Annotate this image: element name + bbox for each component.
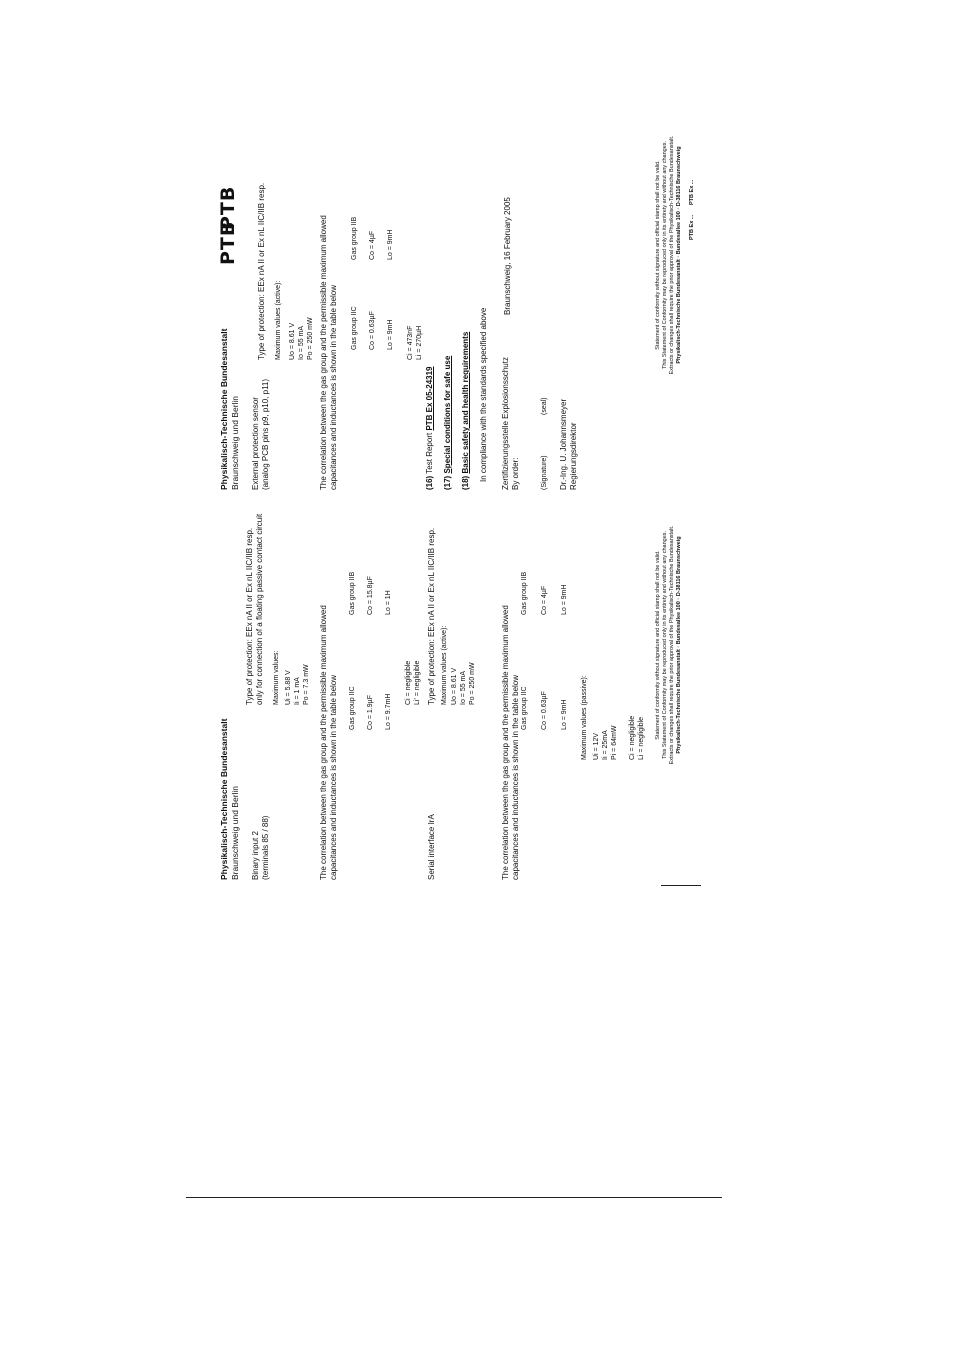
right-table-h1: Gas group IIC — [351, 306, 358, 350]
right-table-h2: Gas group IIB — [351, 216, 358, 260]
left-table2-c2: Co = 4µF — [541, 585, 548, 615]
right-section-17: (17) Special conditions for safe use — [443, 355, 452, 490]
right-zert-label: Zertifizierungsstelle Explosionsschutz By order: — [501, 357, 520, 490]
left-passive-values: Ui = 12V Ii = 25mA Pi = 64mW — [593, 725, 618, 760]
left-passive-title: Maximum values (passive): — [581, 675, 588, 760]
left-table2-h1: Gas group IIC — [521, 686, 528, 730]
left-max-title: Maximum values: — [273, 650, 280, 705]
left-org-city: Braunschweig und Berlin — [230, 785, 240, 880]
left-binary-input-label: Binary input 2 (terminals 85 / 88) — [251, 815, 270, 880]
left-table-h2: Gas group IIB — [349, 571, 356, 615]
left-table-c2: Co = 15.8µF — [367, 576, 374, 615]
left-table2-l2: Lo = 9mH — [561, 584, 568, 615]
left-max2-title: Maximum values (active): — [441, 625, 448, 705]
right-page-ref: PTB Ex ... — [689, 179, 695, 205]
left-protection2: Type of protection: EEx nA II or Ex nL IIC/IIB resp. — [427, 527, 436, 705]
right-ptb-logo: PTB — [217, 185, 239, 230]
right-org-city: Braunschweig und Berlin — [230, 395, 240, 490]
right-signature: (Signature) — [541, 455, 548, 490]
left-table2-h2: Gas group IIB — [521, 571, 528, 615]
left-max-values: Ui = 5.88 V Ii = 1 mA Po = 7.3 mW — [285, 664, 310, 705]
right-max-title: Maximum values (active): — [275, 280, 282, 360]
right-signer: Dr.-Ing. U. Johannsmeyer Regierungsdirektor — [559, 398, 578, 490]
right-table-l1: Lo = 9mH — [387, 319, 394, 350]
left-table2-l1: Lo = 9mH — [561, 699, 568, 730]
right-max-values: Uo = 8.61 V Io = 55 mA Po = 250 mW — [289, 317, 314, 360]
right-table-l2: Lo = 9mH — [387, 229, 394, 260]
right-table-c2: Co = 4µF — [369, 230, 376, 260]
right-ci-li: Ci = 473nF Li = 270µH — [407, 325, 423, 360]
left-protection-text: Type of protection: EEx nA II or Ex nL IIC/IIB resp. only for connection of a floating passive contact circuit — [245, 513, 264, 705]
left-max2-values: Uo = 8.61 V Io = 55 mA Po = 250 mW — [451, 662, 476, 705]
right-table-c1: Co = 0.63µF — [369, 311, 376, 350]
left-ptb-logo: PTB — [217, 220, 239, 265]
left-ci-li: Ci = negligible Li' = negligible — [405, 660, 421, 705]
right-section-16: (16) Test Report PTB Ex 05-24319 — [425, 366, 434, 490]
right-seal: (seal) — [541, 397, 548, 415]
right-correlation-text: The correlation between the gas group and the permissible maximum allowed capacitances and inductances is shown in the table below — [319, 215, 338, 490]
left-footer-rule — [661, 885, 701, 886]
left-table-h1: Gas group IIC — [349, 686, 356, 730]
left-footer: Statement of conformity without signature and official stamp shall not be valid. This Statement of Conformity may be reproduced only in its entirety and without any changes. Extracts or changes shall require the prior approval of the Physikalisch-Technische Bundesanstalt. Physikalisch-Technische Bundesanstalt · Bundesallee 100 · D-38116 Braunschweig — [655, 525, 682, 765]
right-page — [215, 0, 695, 490]
right-footer: Statement of conformity without signature and official stamp shall not be valid. This Statement of Conformity may be reproduced only in its entirety and without any changes. Extracts or changes shall require the prior approval of the Physikalisch-Technische Bundesanstalt. Physikalisch-Technische Bundesanstalt · Bundesallee 100 · D-38116 Braunschweig — [655, 135, 682, 375]
right-section-18: (18) Basic safety and health requirements — [461, 331, 470, 490]
right-org-name: Physikalisch-Technische Bundesanstalt — [219, 328, 229, 490]
left-table-l2: Lo = 1H — [385, 590, 392, 615]
left-table2-c1: Co = 0.63µF — [541, 691, 548, 730]
right-date: Braunschweig, 16 February 2005 — [503, 197, 512, 315]
left-page-ref: PTB Ex ... — [689, 214, 695, 240]
left-table-l1: Lo = 9.7mH — [385, 693, 392, 730]
left-org-name: Physikalisch-Technische Bundesanstalt — [219, 718, 229, 880]
left-correlation-text: The correlation between the gas group and the permissible maximum allowed capacitances and inductances is shown in the table below — [319, 605, 338, 880]
page-bottom-rule — [186, 1197, 722, 1198]
left-serial-label: Serial interface IrA — [427, 814, 436, 880]
left-ci-li2: Ci = negligible Li = negligible — [629, 715, 645, 760]
right-protection-text: Type of protection: EEx nA II or Ex nL IIC/IIB resp. — [257, 182, 266, 360]
right-ext-sensor-label: External protection sensor (analog PCB pins p9, p10, p11) — [251, 378, 270, 490]
right-compliance: In compliance with the standards specified above — [479, 307, 488, 482]
left-table-c1: Co = 1.9µF — [367, 695, 374, 730]
left-correlation-text2: The correlation between the gas group and the permissible maximum allowed capacitances and inductances is shown in the table below — [501, 605, 520, 880]
